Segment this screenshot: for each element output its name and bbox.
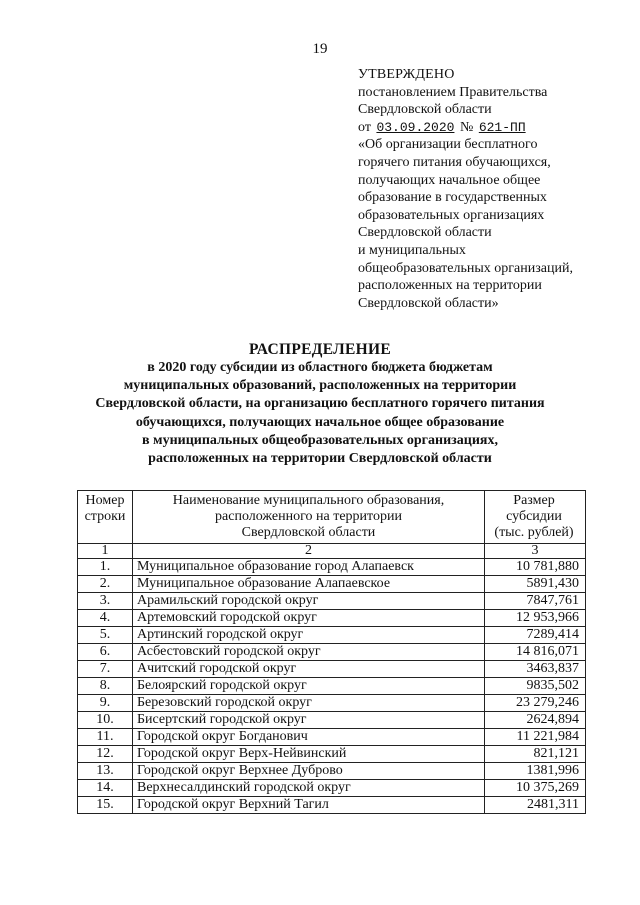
table-row [78, 627, 586, 644]
title-line: в 2020 году субсидии из областного бюджета бюджетам [147, 360, 493, 375]
row-number: 6. [78, 644, 133, 661]
subsidy-amount: 11 221,984 [485, 729, 586, 746]
subject-line: горячего питания обучающихся, [358, 154, 551, 170]
row-number: 8. [78, 678, 133, 695]
subject-line: Свердловской области [358, 225, 492, 241]
table-row [78, 610, 586, 627]
row-number: 2. [78, 576, 133, 593]
approval-line-1: постановлением Правительства [358, 84, 548, 100]
subsidy-amount: 3463,837 [485, 661, 586, 678]
column-number: 3 [485, 544, 586, 559]
approval-number: 621-ПП [478, 119, 526, 135]
column-number: 1 [78, 544, 133, 559]
municipality-name: Городской округ Верх-Нейвинский [133, 746, 485, 763]
municipality-name: Муниципальное образование город Алапаевск [133, 559, 485, 576]
subsidy-amount: 23 279,246 [485, 695, 586, 712]
subsidy-amount: 821,121 [485, 746, 586, 763]
municipality-name: Верхнесалдинский городской округ [133, 780, 485, 797]
municipality-name: Городской округ Верхний Тагил [133, 797, 485, 814]
subsidy-amount: 1381,996 [485, 763, 586, 780]
subsidy-amount: 2481,311 [485, 797, 586, 814]
row-number: 14. [78, 780, 133, 797]
column-number-row [78, 544, 586, 559]
header-text: Свердловской области [241, 525, 376, 540]
table-row [78, 729, 586, 746]
title-line: расположенных на территории Свердловской области [148, 451, 492, 467]
municipality-name: Бисертский городской округ [133, 712, 485, 729]
row-number: 13. [78, 763, 133, 780]
municipality-name: Городской округ Верхнее Дуброво [133, 763, 485, 780]
municipality-name: Артемовский городской округ [133, 610, 485, 627]
table-row [78, 746, 586, 763]
row-number: 11. [78, 729, 133, 746]
table-row [78, 644, 586, 661]
subject-line: получающих начальное общее [358, 172, 541, 188]
page-number: 19 [312, 41, 328, 57]
municipality-name: Белоярский городской округ [133, 678, 485, 695]
subject-line: образование в государственных [358, 190, 547, 206]
approved-label: УТВЕРЖДЕНО [358, 67, 455, 82]
approval-line-2: Свердловской области [358, 102, 492, 118]
subject-line: Свердловской области» [358, 295, 499, 311]
subsidy-amount: 9835,502 [485, 678, 586, 695]
municipality-name: Артинский городской округ [133, 627, 485, 644]
subsidy-table [77, 490, 586, 814]
subject-line: расположенных на территории [358, 278, 542, 294]
subject-line: «Об организации бесплатного [358, 137, 538, 153]
subsidy-amount: 10 781,880 [485, 559, 586, 576]
municipality-name: Березовский городской округ [133, 695, 485, 712]
row-number: 9. [78, 695, 133, 712]
table-row [78, 797, 586, 814]
row-number: 12. [78, 746, 133, 763]
table-row [78, 559, 586, 576]
header-text: Номер [85, 493, 125, 508]
subsidy-amount: 14 816,071 [485, 644, 586, 661]
document-title [60, 340, 580, 468]
table-row [78, 661, 586, 678]
number-prefix: № [459, 119, 474, 135]
header-subsidy-amount [485, 491, 586, 544]
table-row [78, 780, 586, 797]
date-prefix: от [358, 119, 371, 135]
title-line: обучающихся, получающих начальное общее образование [135, 414, 505, 430]
header-municipality [133, 491, 485, 544]
subsidy-amount: 7847,761 [485, 593, 586, 610]
header-row-number [78, 491, 133, 544]
table-row [78, 678, 586, 695]
header-text: расположенного на территории [215, 509, 402, 524]
table-row [78, 763, 586, 780]
subsidy-amount: 2624,894 [485, 712, 586, 729]
municipality-name: Ачитский городской округ [133, 661, 485, 678]
table-row [78, 712, 586, 729]
title-line: Свердловской области, на организацию бесплатного горячего питания [95, 396, 545, 412]
header-text: Размер субсидии [506, 493, 562, 524]
approval-date-line [358, 119, 628, 137]
title-line: муниципальных образований, расположенных на территории [123, 378, 517, 394]
column-number: 2 [133, 544, 485, 559]
subject-line: образовательных организациях [358, 207, 545, 223]
row-number: 5. [78, 627, 133, 644]
subsidy-amount: 5891,430 [485, 576, 586, 593]
row-number: 10. [78, 712, 133, 729]
row-number: 4. [78, 610, 133, 627]
subject-line: и муниципальных [358, 242, 466, 258]
municipality-name: Арамильский городской округ [133, 593, 485, 610]
row-number: 15. [78, 797, 133, 814]
header-text: строки [84, 509, 126, 524]
table-row [78, 593, 586, 610]
subject-line: общеобразовательных организаций, [358, 260, 573, 276]
approval-block [358, 66, 628, 312]
table-row [78, 576, 586, 593]
header-text: Наименование муниципального образования, [172, 493, 445, 508]
table-row [78, 695, 586, 712]
approval-date: 03.09.2020 [376, 119, 455, 135]
row-number: 7. [78, 661, 133, 678]
subsidy-amount: 12 953,966 [485, 610, 586, 627]
municipality-name: Асбестовский городской округ [133, 644, 485, 661]
title-line: в муниципальных общеобразовательных организациях, [142, 432, 498, 448]
row-number: 3. [78, 593, 133, 610]
municipality-name: Городской округ Богданович [133, 729, 485, 746]
title-main: РАСПРЕДЕЛЕНИЕ [249, 341, 391, 358]
municipality-name: Муниципальное образование Алапаевское [133, 576, 485, 593]
table-header-row [78, 491, 586, 544]
row-number: 1. [78, 559, 133, 576]
subsidy-amount: 7289,414 [485, 627, 586, 644]
subsidy-amount: 10 375,269 [485, 780, 586, 797]
header-text: (тыс. рублей) [494, 525, 574, 540]
